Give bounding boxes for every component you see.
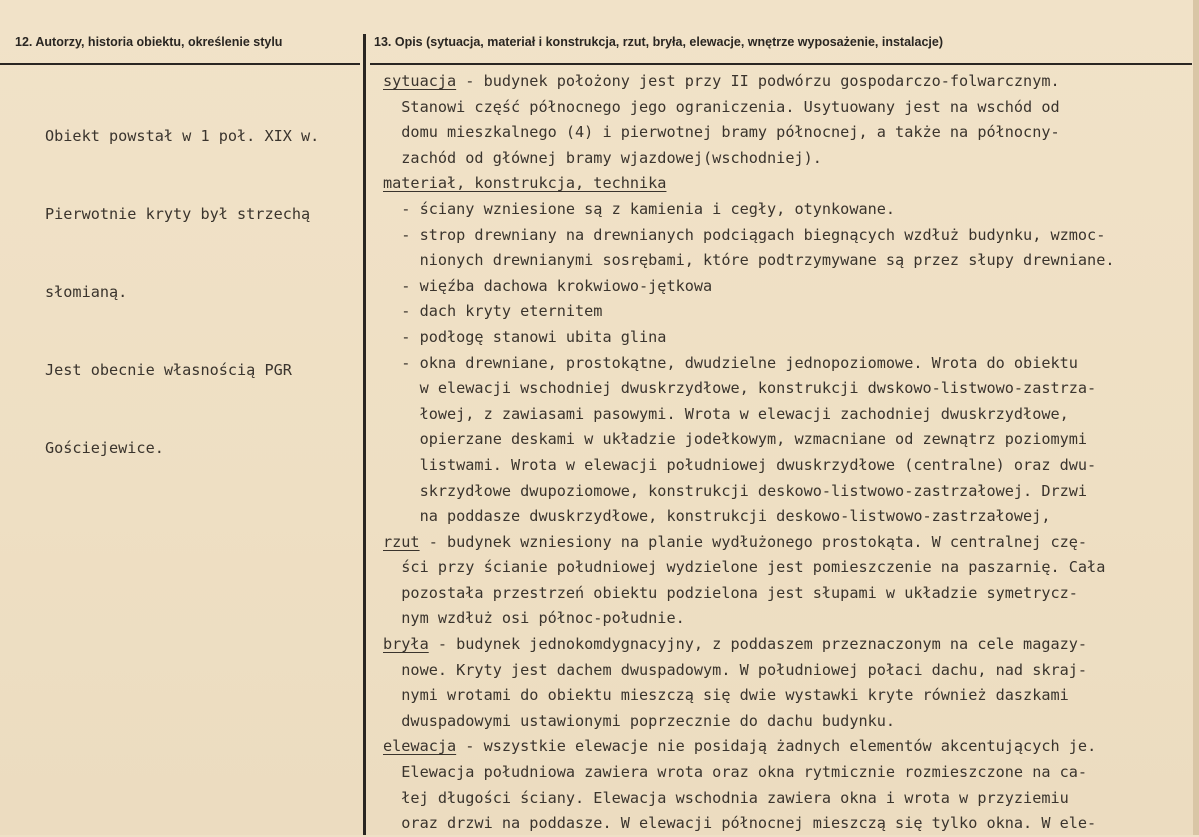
description-line <box>383 606 1115 632</box>
section-label: bryła <box>383 635 429 654</box>
header-rule-right <box>370 63 1192 65</box>
description-text: dwuspadowymi ustawionymi poprzecznie do dachu budynku. <box>383 711 896 730</box>
description-line <box>383 479 1115 505</box>
description-text: zachód od głównej bramy wjazdowej(wschodniej). <box>383 148 822 167</box>
description-text: - podłogę stanowi ubita glina <box>383 327 667 346</box>
description-text: - strop drewniany na drewnianych podciągach biegnących wzdłuż budynku, wzmoc- <box>383 225 1106 244</box>
description-text: skrzydłowe dwupoziomowe, konstrukcji deskowo-listwowo-zastrzałowej. Drzwi <box>383 481 1088 500</box>
description-text: listwami. Wrota w elewacji południowej dwuskrzydłowe (centralne) oraz dwu- <box>383 455 1097 474</box>
description-line <box>383 811 1115 837</box>
description-line <box>383 786 1115 812</box>
description-text: łowej, z zawiasami pasowymi. Wrota w elewacji zachodniej dwuskrzydłowe, <box>383 404 1069 423</box>
description-line <box>383 632 1115 658</box>
description-text: - ściany wzniesione są z kamienia i cegły, otynkowane. <box>383 199 896 218</box>
description-line <box>383 299 1115 325</box>
description-line <box>383 760 1115 786</box>
left-text-line: słomianą. <box>45 283 128 301</box>
description-line <box>383 95 1115 121</box>
description-text: - wszystkie elewacje nie posidają żadnych elementów akcentujących je. <box>456 737 1097 756</box>
section-13-body <box>383 69 1115 837</box>
left-text-line: Pierwotnie kryty był strzechą <box>45 205 311 223</box>
description-line <box>383 223 1115 249</box>
description-line <box>383 120 1115 146</box>
description-line <box>383 146 1115 172</box>
description-line <box>383 376 1115 402</box>
description-line <box>383 427 1115 453</box>
section-label: elewacja <box>383 737 457 756</box>
description-line <box>383 555 1115 581</box>
description-text: Stanowi część północnego jego ograniczenia. Usytuowany jest na wschód od <box>383 97 1060 116</box>
description-line <box>383 453 1115 479</box>
description-line <box>383 325 1115 351</box>
description-line <box>383 734 1115 760</box>
description-text: domu mieszkalnego (4) i pierwotnej bramy północnej, a także na północny- <box>383 123 1060 142</box>
description-text: nowe. Kryty jest dachem dwuspadowym. W południowej połaci dachu, nad skraj- <box>383 660 1088 679</box>
description-text: pozostała przestrzeń obiektu podzielona jest słupami w układzie symetrycz- <box>383 583 1078 602</box>
description-text: nionych drewnianymi sosrębami, które podtrzymywane są przez słupy drewniane. <box>383 251 1115 270</box>
header-rule-left <box>0 63 360 65</box>
description-text: - okna drewniane, prostokątne, dwudzielne jednopoziomowe. Wrota do obiektu <box>383 353 1078 372</box>
section-label: sytuacja <box>383 72 457 90</box>
description-text: - budynek wzniesiony na planie wydłużonego prostokąta. W centralnej czę- <box>419 532 1088 551</box>
description-text: nym wzdłuż osi północ-południe. <box>383 609 685 628</box>
description-line <box>383 504 1115 530</box>
description-line <box>383 683 1115 709</box>
left-text-line: Gościejewice. <box>45 439 164 457</box>
description-line <box>383 530 1115 556</box>
description-text: na poddasze dwuskrzydłowe, konstrukcji deskowo-listwowo-zastrzałowej, <box>383 507 1051 526</box>
description-line <box>383 402 1115 428</box>
description-line <box>383 248 1115 274</box>
description-line <box>383 658 1115 684</box>
description-text: opierzane deskami w układzie jodełkowym, wzmacniane od zewnątrz poziomymi <box>383 430 1088 449</box>
description-text: nymi wrotami do obiektu mieszczą się dwie wystawki kryte również daszkami <box>383 686 1069 705</box>
description-line <box>383 581 1115 607</box>
description-text: oraz drzwi na poddasze. W elewacji północnej mieszczą się tylko okna. W ele- <box>383 814 1097 833</box>
description-line <box>383 274 1115 300</box>
column-divider <box>363 34 366 835</box>
description-text: łej długości ściany. Elewacja wschodnia zawiera okna i wrota w przyziemiu <box>383 788 1069 807</box>
description-text: w elewacji wschodniej dwuskrzydłowe, konstrukcji dwskowo-listwowo-zastrza- <box>383 379 1097 398</box>
sheet-edge <box>1193 0 1199 835</box>
left-text-line: Obiekt powstał w 1 poł. XIX w. <box>45 127 320 145</box>
section-12-body <box>45 71 319 513</box>
section-label: materiał, konstrukcja, technika <box>383 174 667 193</box>
description-text: Elewacja południowa zawiera wrota oraz okna rytmicznie rozmieszczone na ca- <box>383 763 1088 782</box>
description-line <box>383 197 1115 223</box>
description-text: - budynek położony jest przy II podwórzu gospodarczo-folwarcznym. <box>456 72 1060 90</box>
left-text-line: Jest obecnie własnością PGR <box>45 361 292 379</box>
description-line <box>383 171 1115 197</box>
description-line <box>383 351 1115 377</box>
section-label: rzut <box>383 532 420 551</box>
section-12-header: 12. Autorzy, historia obiektu, określenie stylu <box>15 35 283 49</box>
section-13-header: 13. Opis (sytuacja, materiał i konstrukcja, rzut, bryła, elewacje, wnętrze wyposażenie, instalacje) <box>374 35 943 49</box>
description-text: - więźba dachowa krokwiowo-jętkowa <box>383 276 713 295</box>
description-text: ści przy ścianie południowej wydzielone jest pomieszczenie na paszarnię. Cała <box>383 558 1106 577</box>
description-text: - budynek jednokomdygnacyjny, z poddaszem przeznaczonym na cele magazy- <box>428 635 1088 654</box>
description-text: - dach kryty eternitem <box>383 302 603 321</box>
description-line <box>383 709 1115 735</box>
description-line <box>383 69 1115 95</box>
